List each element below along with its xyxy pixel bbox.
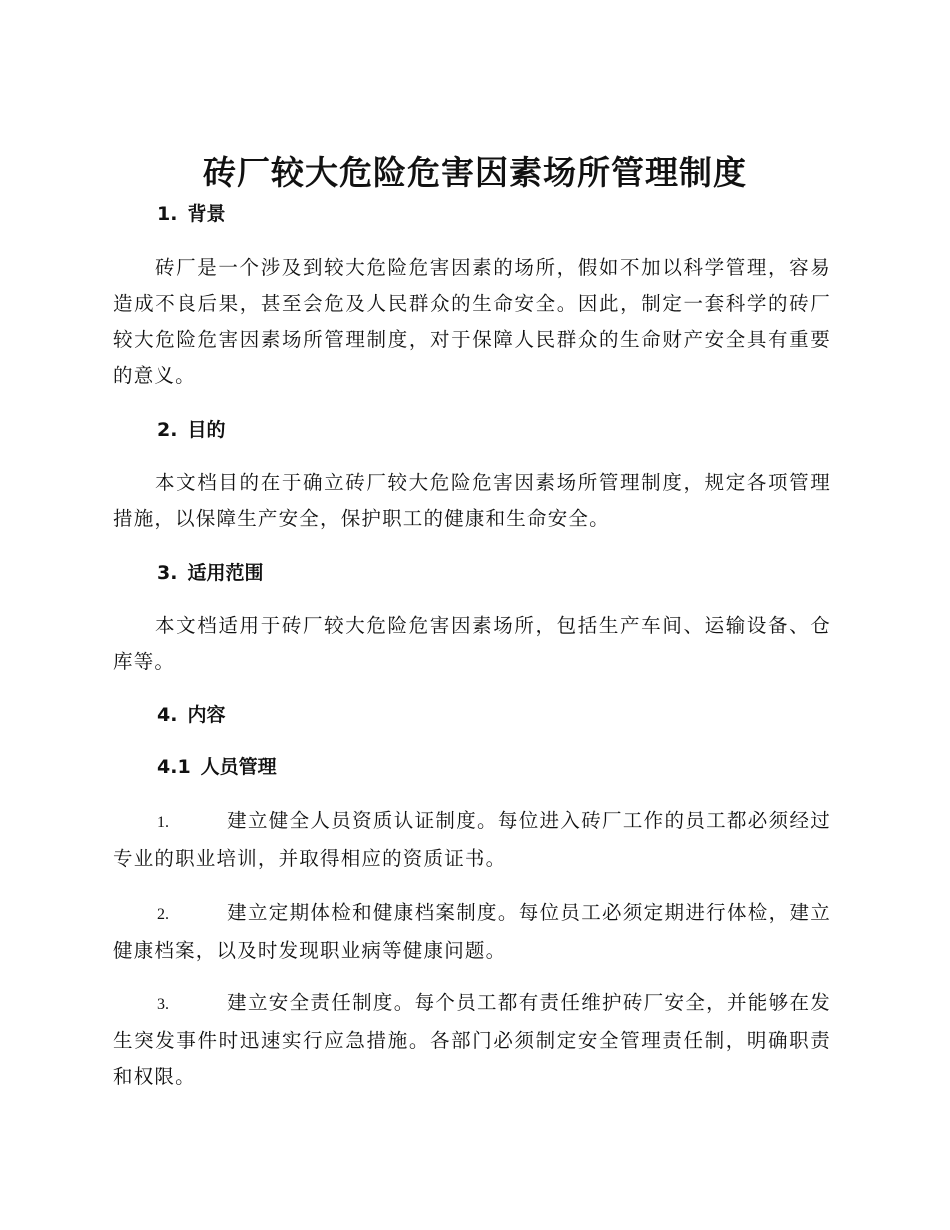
section-number: 2.	[157, 419, 178, 441]
section-heading-scope	[157, 559, 263, 587]
section-heading-content	[157, 701, 225, 729]
document-title: 砖厂较大危险危害因素场所管理制度	[203, 153, 747, 192]
section-paragraph-background: 砖厂是一个涉及到较大危险危害因素的场所，假如不加以科学管理，容易造成不良后果，甚至会危及人民群众的生命安全。因此，制定一套科学的砖厂较大危险危害因素场所管理制度，对于保障人民群众的生命财产安全具有重要的意义。	[113, 256, 831, 387]
subsection-heading-text: 人员管理	[200, 756, 277, 778]
section-paragraph-scope: 本文档适用于砖厂较大危险危害因素场所，包括生产车间、运输设备、仓库等。	[113, 614, 831, 673]
list-item-marker: 3.	[157, 996, 169, 1013]
list-item	[113, 803, 831, 877]
section-number: 3.	[157, 562, 178, 584]
subsection-heading-personnel	[157, 753, 277, 781]
list-item-text: 建立安全责任制度。每个员工都有责任维护砖厂安全，并能够在发生突发事件时迅速实行应急措施。各部门必须制定安全管理责任制，明确职责和权限。	[113, 991, 831, 1088]
list-item	[113, 895, 831, 969]
section-heading-background	[157, 200, 225, 228]
list-item-marker: 2.	[157, 906, 169, 923]
list-item	[113, 985, 831, 1095]
section-heading-text: 背景	[187, 203, 226, 225]
section-heading-text: 内容	[187, 704, 226, 726]
section-heading-text: 目的	[187, 419, 226, 441]
section-heading-purpose	[157, 416, 225, 444]
section-number: 4.	[157, 704, 178, 726]
section-heading-text: 适用范围	[187, 562, 264, 584]
list-item-text: 建立健全人员资质认证制度。每位进入砖厂工作的员工都必须经过专业的职业培训，并取得相应的资质证书。	[113, 809, 831, 870]
section-number: 1.	[157, 203, 178, 225]
subsection-number: 4.1	[157, 756, 191, 778]
list-item-marker: 1.	[157, 814, 169, 831]
list-item-text: 建立定期体检和健康档案制度。每位员工必须定期进行体检，建立健康档案，以及时发现职业病等健康问题。	[113, 901, 831, 962]
section-paragraph-purpose: 本文档目的在于确立砖厂较大危险危害因素场所管理制度，规定各项管理措施，以保障生产安全，保护职工的健康和生命安全。	[113, 471, 831, 530]
